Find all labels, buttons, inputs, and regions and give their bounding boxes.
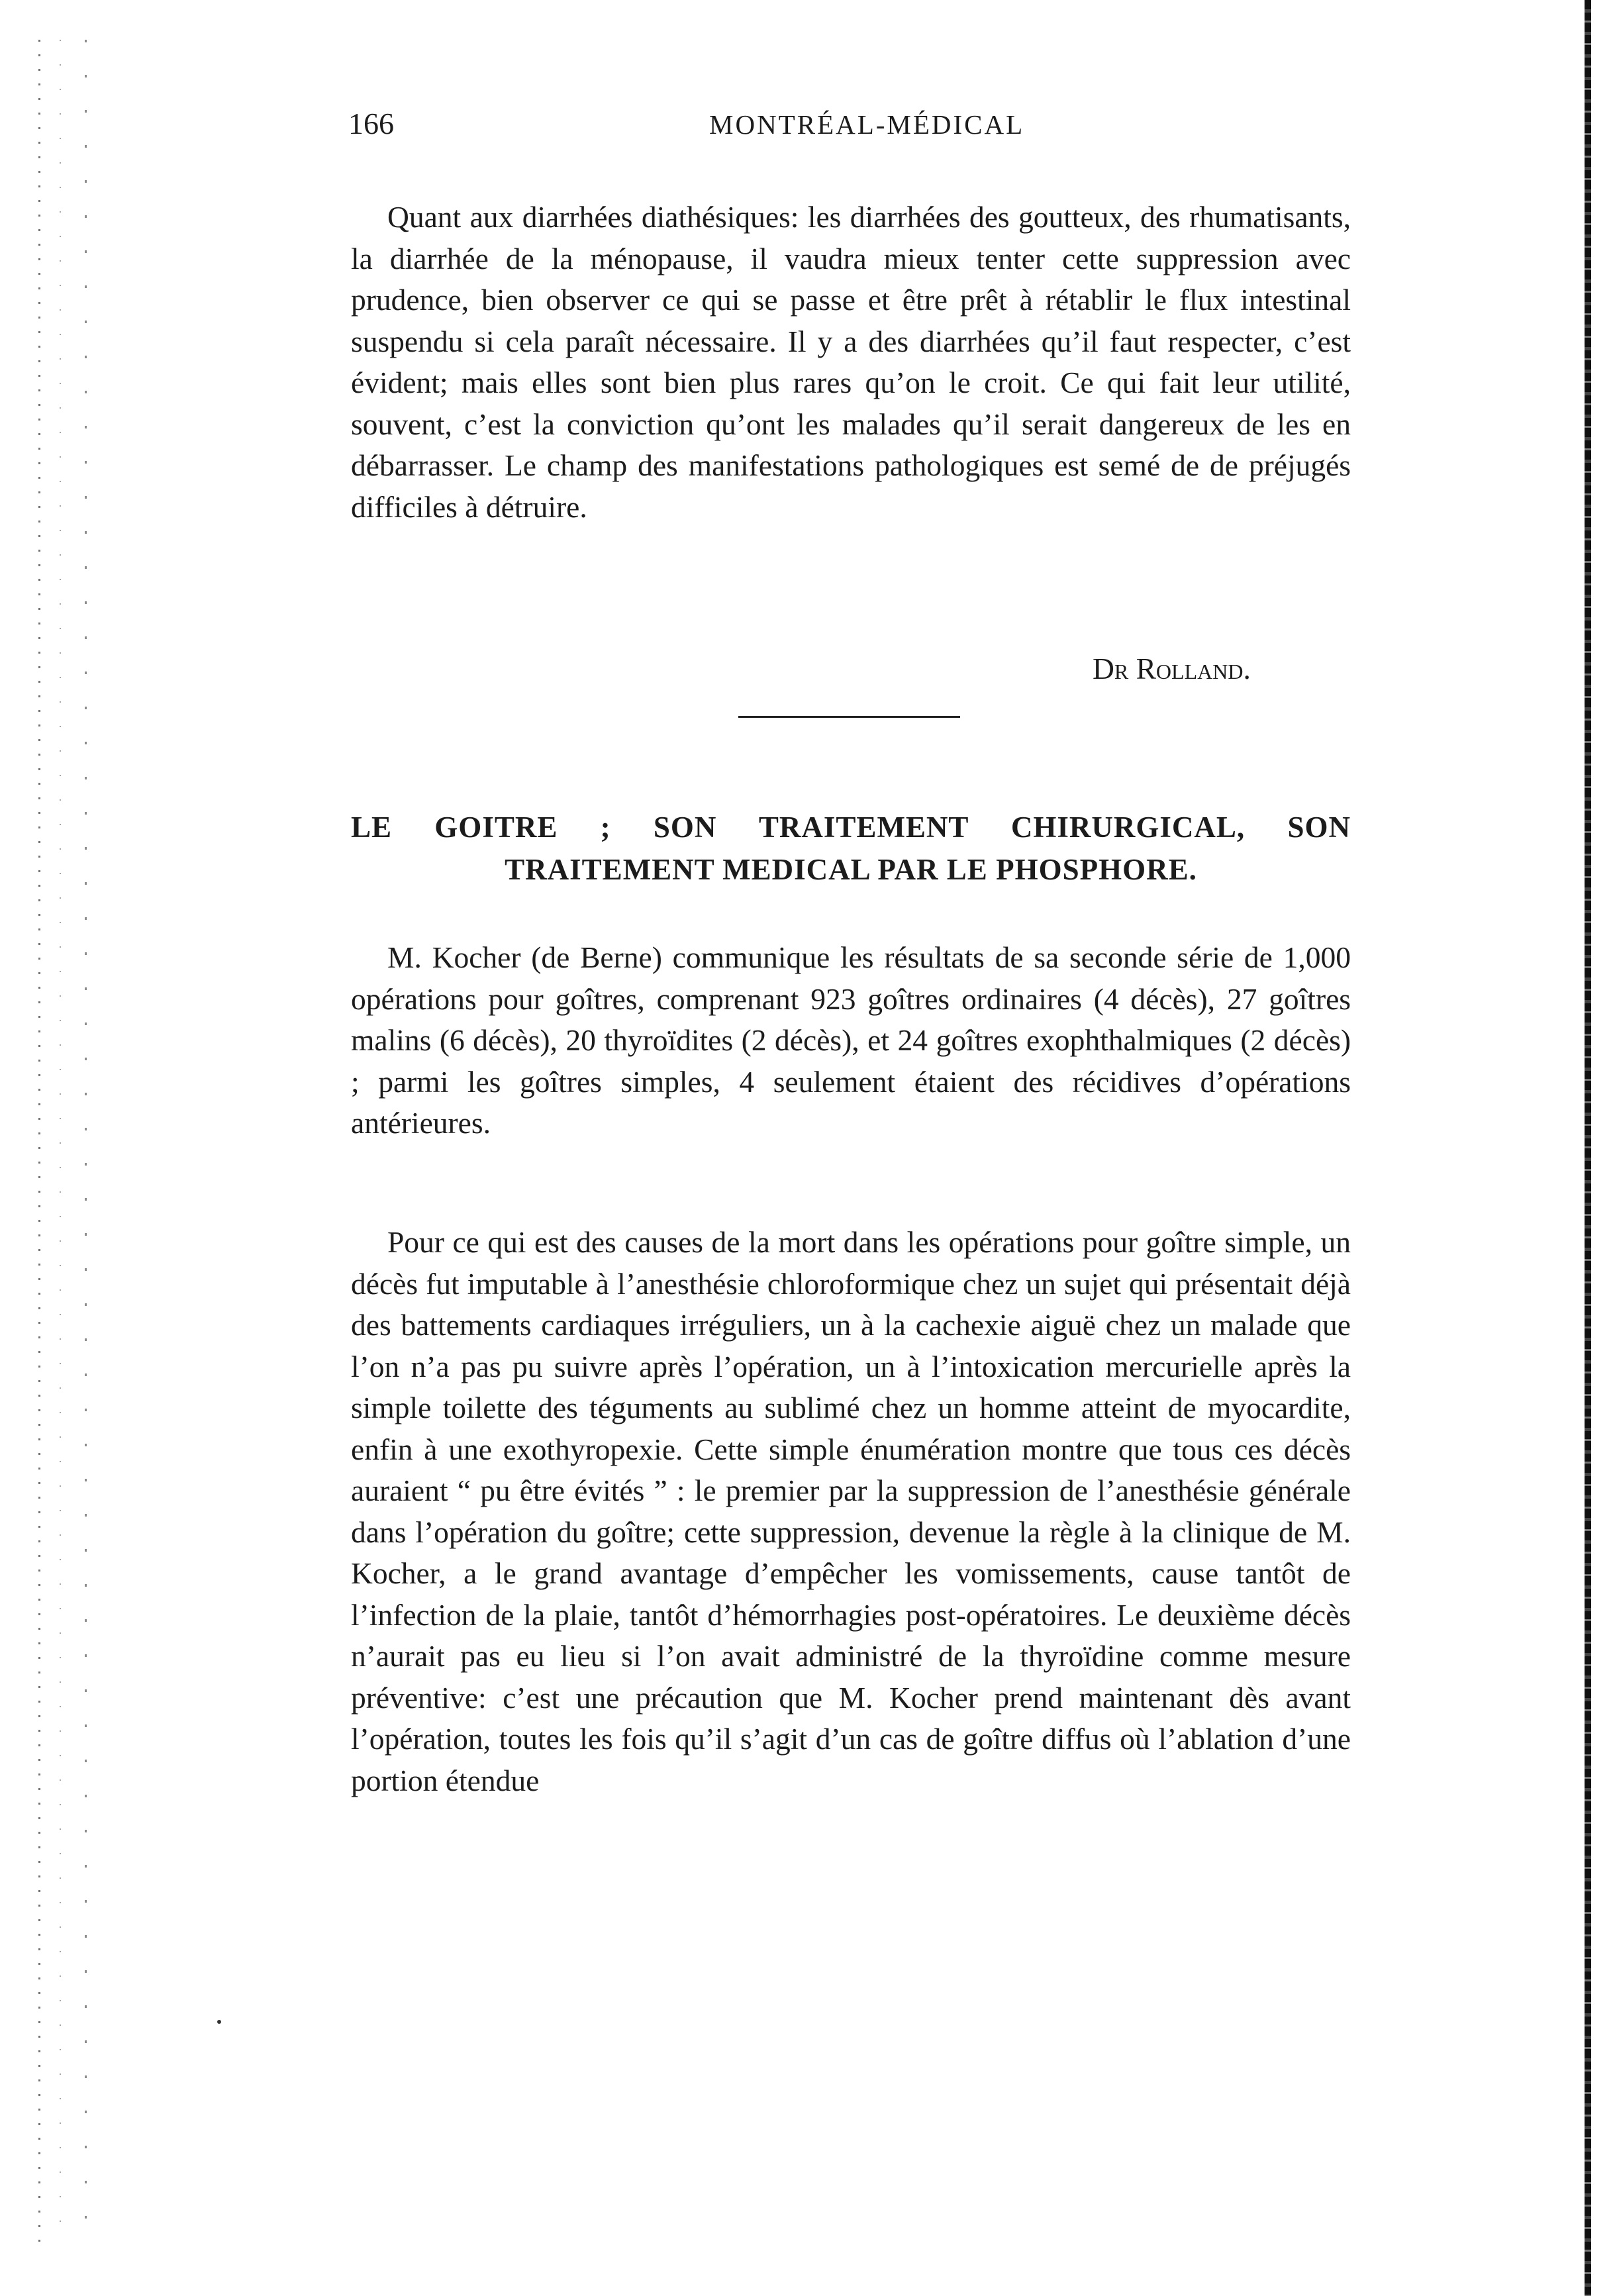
paragraph-diarrhees: Quant aux diarrhées diathésiques: les diarrhées des goutteux, des rhumatisants, la diarrhée de la ménopause, il vaudra mieux tenter cette suppression avec prudence, bien observer ce qui se passe et être prêt à rétablir le flux intestinal suspendu si cela paraît nécessaire. Il y a des diarrhées qu’il faut respecter, c’est évident; mais elles sont bien plus rares qu’on le croit. Ce qui fait leur utilité, souvent, c’est la conviction qu’ont les malades qu’il serait dangereux de les en débarrasser. Le champ des manifestations pathologiques est semé de de préjugés difficiles à détruire. <box>351 200 1351 524</box>
paragraph-kocher-results: M. Kocher (de Berne) communique les résultats de sa seconde série de 1,000 opérations pour goîtres, comprenant 923 goîtres ordinaires (4 décès), 27 goîtres malins (6 décès), 20 thyroïdites (2 décès), et 24 goîtres exophthalmiques (2 décès) ; parmi les goîtres simples, 4 seulement étaient des récidives d’opérations antérieures. <box>351 940 1351 1140</box>
article-title <box>351 806 1351 891</box>
article-title-line-1: LE GOITRE ; SON TRAITEMENT CHIRURGICAL, SON <box>351 811 1351 844</box>
scan-speck <box>217 2020 221 2024</box>
page-number: 166 <box>348 107 394 140</box>
scan-edge-right <box>1582 0 1596 2296</box>
author-signature: Dr Rolland. <box>1093 652 1251 685</box>
paragraph-causes-of-death: Pour ce qui est des causes de la mort dans les opérations pour goître simple, un décès fut imputable à l’anesthésie chloroformique chez un sujet qui présentait déjà des battements cardiaques irréguliers, un à la cachexie aiguë chez un malade que l’on n’a pas pu suivre après l’opération, un à l’intoxication mercurielle après la simple toilette des téguments au sublimé chez un homme atteint de myocardite, enfin à une exothyropexie. Cette simple énumération montre que tous ces décès auraient “ pu être évités ” : le premier par la suppression de l’anesthésie générale dans l’opération du goître; cette suppression, devenue la règle à la clinique de M. Kocher, a le grand avantage d’empêcher les vomissements, cause tantôt de l’infection de la plaie, tantôt d’hémorrhagies post-opératoires. Le deuxième décès n’aurait pas eu lieu si l’on avait administré de la thyroïdine comme mesure préventive: c’est une précaution que M. Kocher prend maintenant dès avant l’opération, toutes les fois qu’il s’agit d’un cas de goître diffus où l’ablation d’une portion étendue <box>351 1225 1351 1797</box>
journal-title: MONTRÉAL-MÉDICAL <box>709 109 1025 140</box>
page-header <box>348 106 1355 152</box>
section-separator <box>738 716 960 718</box>
article-title-line-2: TRAITEMENT MEDICAL PAR LE PHOSPHORE. <box>505 853 1197 886</box>
scan-edge-left <box>33 40 93 2245</box>
